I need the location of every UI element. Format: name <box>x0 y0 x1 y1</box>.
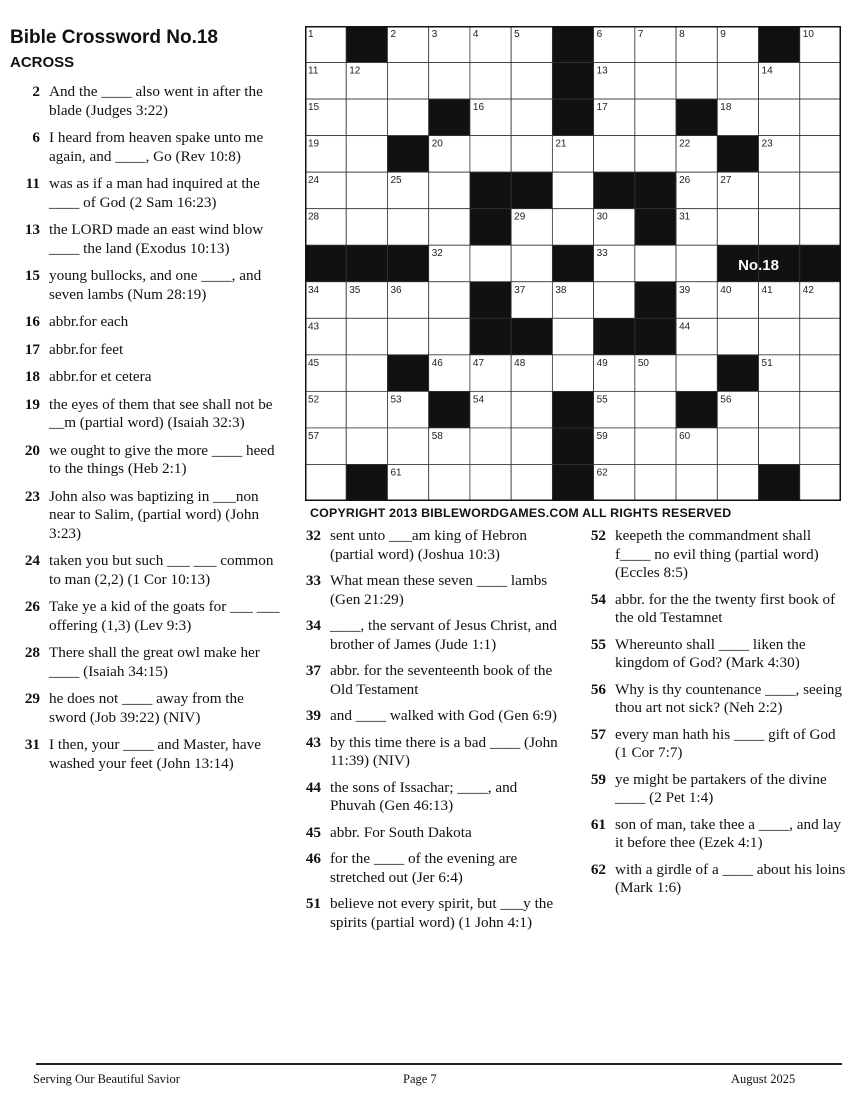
cell-number: 14 <box>761 65 773 77</box>
clue-text: by this time there is a bad ____ (John 11:39) (NIV) <box>330 733 558 769</box>
clue-number: 29 <box>24 690 40 707</box>
cell-number: 30 <box>596 211 608 223</box>
clue-text: was as if a man had inquired at the ____ of God (2 Sam 16:23) <box>49 175 260 211</box>
cell-number: 49 <box>596 357 608 369</box>
clue-item <box>18 175 280 212</box>
grid-block <box>511 318 552 355</box>
grid-cell[interactable] <box>635 63 676 100</box>
cell-number: 9 <box>720 29 726 40</box>
cell-number: 53 <box>390 394 402 406</box>
clue-number: 54 <box>590 590 606 608</box>
grid-cell[interactable] <box>346 172 387 209</box>
grid-cell[interactable] <box>676 355 717 392</box>
cell-number: 54 <box>472 394 485 406</box>
grid-block <box>511 172 552 209</box>
grid-block <box>387 245 428 282</box>
clue-number: 24 <box>24 552 40 569</box>
clue-text: abbr. for the seventeenth book of the Old Testament <box>330 662 553 698</box>
cell-number: 26 <box>679 175 691 187</box>
grid-cell[interactable] <box>470 136 511 173</box>
footer-left: Serving Our Beautiful Savior <box>33 1072 180 1086</box>
clue-number: 45 <box>305 823 321 841</box>
clue-number: 15 <box>24 267 40 284</box>
cell-number: 2 <box>390 29 397 40</box>
cell-number: 45 <box>308 357 320 369</box>
clue-item <box>18 341 280 360</box>
clue-number: 52 <box>590 527 606 544</box>
clue-number: 18 <box>24 368 40 385</box>
cell-number: 35 <box>349 284 361 296</box>
clue-item <box>18 552 280 589</box>
clue-column-middle <box>296 527 561 940</box>
cell-number: 32 <box>431 248 443 260</box>
clue-item <box>578 681 850 718</box>
grid-block <box>387 355 428 392</box>
clue-text: abbr. For South Dakota <box>330 823 472 841</box>
cell-number: 58 <box>431 430 443 442</box>
clue-item <box>296 824 561 843</box>
grid-cell[interactable] <box>429 282 470 319</box>
clue-number: 57 <box>590 725 606 743</box>
page-title: Bible Crossword No.18 <box>10 27 218 48</box>
grid-block <box>759 464 800 501</box>
footer-divider <box>36 1063 842 1065</box>
cell-number: 27 <box>720 175 732 187</box>
grid-cell[interactable] <box>759 209 800 246</box>
clue-text: Take ye a kid of the goats for ___ ___ offering (1,3) (Lev 9:3) <box>49 598 280 634</box>
cell-number: 17 <box>596 102 608 114</box>
grid-cell[interactable] <box>800 172 841 209</box>
cell-number: 22 <box>679 138 691 150</box>
clue-number: 11 <box>25 175 40 192</box>
cell-number: 10 <box>802 29 814 40</box>
clue-number: 28 <box>24 644 40 661</box>
cell-number: 50 <box>637 357 649 369</box>
cell-number: 19 <box>308 138 320 150</box>
grid-cell[interactable] <box>470 245 511 282</box>
cell-number: 6 <box>596 29 603 40</box>
grid-block <box>552 99 593 136</box>
clue-item <box>296 895 561 932</box>
grid-cell[interactable] <box>717 63 758 100</box>
grid-cell[interactable] <box>759 428 800 465</box>
grid-cell[interactable] <box>759 318 800 355</box>
grid-cell[interactable] <box>552 209 593 246</box>
clue-number: 56 <box>590 680 606 698</box>
cell-number: 46 <box>431 357 443 369</box>
clue-item <box>18 83 280 120</box>
grid-block <box>305 245 346 282</box>
clue-item <box>296 617 561 654</box>
grid-cell[interactable] <box>759 172 800 209</box>
clue-number: 46 <box>305 850 321 867</box>
cell-number: 44 <box>679 321 691 333</box>
grid-cell[interactable] <box>470 63 511 100</box>
grid-cell[interactable] <box>470 464 511 501</box>
grid-block <box>470 282 511 319</box>
clue-item <box>18 442 280 479</box>
grid-cell[interactable] <box>676 464 717 501</box>
cell-number: 12 <box>349 65 361 77</box>
grid-block <box>717 355 758 392</box>
cell-number: 59 <box>596 430 608 442</box>
cell-number: 43 <box>308 321 320 333</box>
clue-text: Why is thy countenance ____, seeing thou art not sick? (Neh 2:2) <box>615 680 842 716</box>
grid-cell[interactable] <box>800 391 841 428</box>
clue-column-right <box>578 527 850 906</box>
grid-block <box>429 99 470 136</box>
cell-number: 51 <box>761 357 773 369</box>
grid-cell[interactable] <box>635 428 676 465</box>
grid-block <box>635 209 676 246</box>
clue-item <box>18 644 280 681</box>
clue-item <box>578 861 850 898</box>
clue-item <box>296 527 561 564</box>
grid-cell[interactable] <box>387 99 428 136</box>
clue-number: 51 <box>305 895 321 912</box>
clue-text: with a girdle of a ____ about his loins (Mark 1:6) <box>615 860 846 896</box>
clue-number: 13 <box>24 221 40 238</box>
grid-cell[interactable] <box>800 209 841 246</box>
grid-cell[interactable] <box>800 63 841 100</box>
clue-number: 37 <box>305 662 321 679</box>
cell-number: 48 <box>514 357 526 369</box>
grid-block <box>470 172 511 209</box>
grid-cell[interactable] <box>511 99 552 136</box>
cell-number: 11 <box>308 65 319 77</box>
grid-block <box>470 209 511 246</box>
crossword-grid-svg <box>305 26 841 501</box>
grid-cell[interactable] <box>635 136 676 173</box>
grid-cell[interactable] <box>800 99 841 136</box>
cell-number: 37 <box>514 284 526 296</box>
clue-number: 6 <box>32 129 40 146</box>
grid-cell[interactable] <box>552 355 593 392</box>
grid-cell[interactable] <box>800 136 841 173</box>
clue-item <box>18 690 280 727</box>
grid-cell[interactable] <box>511 245 552 282</box>
clue-text: abbr.for feet <box>49 340 124 358</box>
cell-number: 4 <box>472 29 479 40</box>
clue-text: ____, the servant of Jesus Christ, and brother of James (Jude 1:1) <box>330 617 557 653</box>
grid-block <box>552 245 593 282</box>
grid-cell[interactable] <box>346 391 387 428</box>
grid-cell[interactable] <box>717 464 758 501</box>
clue-number: 61 <box>590 815 606 833</box>
clue-item <box>296 572 561 609</box>
grid-cell[interactable] <box>511 391 552 428</box>
grid-block <box>346 26 387 63</box>
clue-text: son of man, take thee a ____, and lay it before thee (Ezek 4:1) <box>615 815 842 851</box>
clue-item <box>578 771 850 808</box>
cell-number: 7 <box>637 29 644 40</box>
clue-text: What mean these seven ____ lambs (Gen 21:29) <box>330 572 548 608</box>
grid-cell[interactable] <box>552 318 593 355</box>
grid-cell[interactable] <box>717 209 758 246</box>
clue-text: I then, your ____ and Master, have washed your feet (John 13:14) <box>49 736 261 772</box>
grid-cell[interactable] <box>511 63 552 100</box>
grid-cell[interactable] <box>387 428 428 465</box>
grid-block <box>676 391 717 428</box>
clue-number: 19 <box>24 395 40 413</box>
grid-cell[interactable] <box>470 428 511 465</box>
grid-block <box>552 63 593 100</box>
cell-number: 20 <box>431 138 443 150</box>
cell-number: 52 <box>308 394 320 406</box>
copyright-notice: COPYRIGHT 2013 BIBLEWORDGAMES.COM ALL RIGHTS RESERVED <box>310 506 732 520</box>
clue-text: Whereunto shall ____ liken the kingdom of God? (Mark 4:30) <box>615 635 806 671</box>
clue-item <box>578 726 850 763</box>
grid-cell[interactable] <box>594 136 635 173</box>
grid-cell[interactable] <box>635 99 676 136</box>
grid-cell[interactable] <box>511 428 552 465</box>
clue-text: we ought to give the more ____ heed to the things (Heb 2:1) <box>49 441 275 477</box>
footer-date: August 2025 <box>731 1072 796 1086</box>
grid-cell[interactable] <box>717 318 758 355</box>
clue-item <box>578 591 850 628</box>
clue-number: 59 <box>590 770 606 788</box>
cell-number: 5 <box>514 29 520 40</box>
grid-block <box>552 26 593 63</box>
grid-block <box>552 391 593 428</box>
grid-block <box>635 318 676 355</box>
clue-item <box>18 267 280 304</box>
cell-number: 41 <box>761 284 773 296</box>
footer-page-number: Page 7 <box>403 1072 437 1086</box>
clue-number: 26 <box>24 598 40 615</box>
clue-item <box>296 707 561 726</box>
cell-number: 23 <box>761 138 773 150</box>
cell-number: 16 <box>472 102 485 114</box>
cell-number: 40 <box>720 284 732 296</box>
grid-cell[interactable] <box>511 464 552 501</box>
clue-text: There shall the great owl make her ____ (Isaiah 34:15) <box>49 644 260 680</box>
clue-text: abbr.for et cetera <box>49 368 152 385</box>
cell-number: 8 <box>679 29 685 40</box>
grid-block <box>552 428 593 465</box>
grid-block <box>800 245 841 282</box>
grid-cell[interactable] <box>800 428 841 465</box>
grid-block <box>635 172 676 209</box>
grid-cell[interactable] <box>387 209 428 246</box>
clue-text: abbr. for the the twenty first book of the old Testamnet <box>615 590 836 626</box>
grid-cell[interactable] <box>552 172 593 209</box>
clue-text: believe not every spirit, but ___y the spirits (partial word) (1 John 4:1) <box>330 895 554 931</box>
grid-cell[interactable] <box>346 318 387 355</box>
grid-cell[interactable] <box>429 318 470 355</box>
cell-number: 42 <box>802 284 814 296</box>
grid-cell[interactable] <box>800 318 841 355</box>
cell-number: 60 <box>679 430 691 442</box>
cell-number: 13 <box>596 65 608 77</box>
grid-block <box>594 318 635 355</box>
grid-cell[interactable] <box>759 391 800 428</box>
grid-block <box>676 99 717 136</box>
grid-cell[interactable] <box>429 172 470 209</box>
grid-cell[interactable] <box>305 464 346 501</box>
grid-block <box>594 172 635 209</box>
clue-text: ye might be partakers of the divine ____ (2 Pet 1:4) <box>615 770 827 806</box>
grid-cell[interactable] <box>635 391 676 428</box>
clue-column-left <box>18 83 280 782</box>
clue-number: 31 <box>24 736 40 753</box>
clue-item <box>578 816 850 853</box>
clue-item <box>296 662 561 699</box>
cell-number: 36 <box>390 284 402 296</box>
grid-cell[interactable] <box>717 428 758 465</box>
cell-number: 33 <box>596 248 608 260</box>
clue-item <box>578 636 850 673</box>
cell-number: 3 <box>431 29 438 40</box>
grid-cell[interactable] <box>635 464 676 501</box>
cell-number: 31 <box>679 211 691 223</box>
grid-cell[interactable] <box>346 99 387 136</box>
clue-item <box>18 598 280 635</box>
grid-block <box>552 464 593 501</box>
cell-number: 56 <box>720 394 732 406</box>
clue-text: And the ____ also went in after the blade (Judges 3:22) <box>49 83 263 119</box>
grid-block <box>346 245 387 282</box>
clue-number: 55 <box>590 635 606 653</box>
grid-cell[interactable] <box>676 245 717 282</box>
clue-number: 44 <box>305 778 321 796</box>
clue-number: 16 <box>24 313 40 330</box>
cell-number: 18 <box>720 102 732 114</box>
grid-cell[interactable] <box>387 63 428 100</box>
clue-number: 62 <box>590 860 606 878</box>
grid-block <box>346 464 387 501</box>
clue-text: he does not ____ away from the sword (Job 39:22) (NIV) <box>49 690 244 726</box>
grid-cell[interactable] <box>800 464 841 501</box>
crossword-grid <box>305 26 841 501</box>
cell-number: 29 <box>514 211 526 223</box>
section-heading-across: ACROSS <box>10 54 75 71</box>
clue-text: young bullocks, and one ____, and seven lambs (Num 28:19) <box>49 267 262 303</box>
cell-number: 24 <box>308 175 320 187</box>
clue-text: sent unto ___am king of Hebron (partial word) (Joshua 10:3) <box>330 527 527 563</box>
grid-block <box>635 282 676 319</box>
clue-text: every man hath his ____ gift of God (1 Cor 7:7) <box>615 725 836 761</box>
clue-item <box>18 368 280 387</box>
cell-number: 25 <box>390 175 402 187</box>
clue-text: abbr.for each <box>49 313 129 330</box>
grid-cell[interactable] <box>429 464 470 501</box>
clue-item <box>18 129 280 166</box>
clue-item <box>18 313 280 332</box>
grid-block <box>717 136 758 173</box>
grid-cell[interactable] <box>387 318 428 355</box>
clue-text: I heard from heaven spake unto me again, and ____, Go (Rev 10:8) <box>49 129 264 165</box>
grid-cell[interactable] <box>511 136 552 173</box>
clue-text: the eyes of them that see shall not be __m (partial word) (Isaiah 32:3) <box>49 395 273 431</box>
cell-number: 38 <box>555 284 567 296</box>
clue-number: 39 <box>305 707 321 724</box>
clue-number: 17 <box>24 340 40 358</box>
grid-cell[interactable] <box>346 428 387 465</box>
clue-text: the LORD made an east wind blow ____ the land (Exodus 10:13) <box>49 221 264 257</box>
clue-item <box>296 779 561 816</box>
grid-block <box>387 136 428 173</box>
cell-number: 61 <box>390 467 402 479</box>
grid-cell[interactable] <box>594 282 635 319</box>
grid-cell[interactable] <box>429 209 470 246</box>
grid-block <box>429 391 470 428</box>
clue-number: 20 <box>24 441 40 459</box>
grid-cell[interactable] <box>676 63 717 100</box>
cell-number: 55 <box>596 394 608 406</box>
clue-text: the sons of Issachar; ____, and Phuvah (Gen 46:13) <box>330 778 518 814</box>
clue-number: 33 <box>305 572 321 589</box>
clue-text: keepeth the commandment shall f____ no evil thing (partial word) (Eccles 8:5) <box>615 527 819 581</box>
grid-cell[interactable] <box>346 136 387 173</box>
cell-number: 28 <box>308 211 320 223</box>
grid-cell[interactable] <box>800 355 841 392</box>
clue-item <box>296 734 561 771</box>
cell-number: 21 <box>555 138 567 150</box>
cell-number: 34 <box>308 284 320 296</box>
clue-item <box>296 850 561 887</box>
clue-text: taken you but such ___ ___ common to man (2,2) (1 Cor 10:13) <box>49 552 274 588</box>
grid-cell[interactable] <box>346 209 387 246</box>
clue-number: 34 <box>305 617 321 634</box>
cell-number: 15 <box>308 102 320 114</box>
clue-item <box>18 488 280 544</box>
cell-number: 62 <box>596 467 608 479</box>
clue-number: 32 <box>305 527 321 544</box>
grid-block <box>470 318 511 355</box>
grid-block <box>759 26 800 63</box>
clue-text: John also was baptizing in ___non near to Salim, (partial word) (John 3:23) <box>49 487 260 542</box>
clue-item <box>578 527 850 583</box>
cell-number: 47 <box>472 357 485 369</box>
clue-item <box>18 221 280 258</box>
cell-number: 39 <box>679 284 691 296</box>
clue-number: 23 <box>24 487 40 505</box>
cell-number: 1 <box>308 29 314 40</box>
cell-number: 57 <box>308 430 320 442</box>
clue-text: for the ____ of the evening are stretched out (Jer 6:4) <box>330 850 518 886</box>
clue-item <box>18 736 280 773</box>
grid-cell[interactable] <box>759 99 800 136</box>
puzzle-label: No.18 <box>738 257 779 275</box>
clue-number: 2 <box>32 83 40 100</box>
grid-cell[interactable] <box>346 355 387 392</box>
clue-item <box>18 396 280 433</box>
clue-text: and ____ walked with God (Gen 6:9) <box>330 707 557 724</box>
grid-cell[interactable] <box>429 63 470 100</box>
grid-cell[interactable] <box>635 245 676 282</box>
clue-number: 43 <box>305 733 321 751</box>
